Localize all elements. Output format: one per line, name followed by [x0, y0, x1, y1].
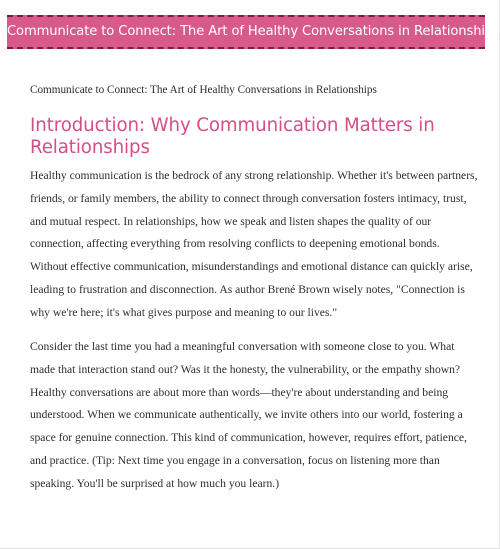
body-paragraph-1: Healthy communication is the bedrock of any strong relationship. Whether it's between partners, friends, or family members, the ability to connect through conversation fosters intimacy, trust, and mutual respect. In relationships, how we speak and listen shapes the quality of our connection, affecting everything from resolving conflicts to deepening emotional bonds. Without effective communication, misunderstandings and emotional distance can quickly arise, leading to frustration and disconnection. As author Brené Brown wisely notes, "Connection is why we're here; it's what gives purpose and meaning to our lives." [30, 169, 478, 319]
document-title: Communicate to Connect: The Art of Healthy Conversations in Relationships [30, 84, 377, 96]
body-paragraph-2: Consider the last time you had a meaningful conversation with someone close to you. What made that interaction stand out? Was it the honesty, the vulnerability, or the empathy shown? Healthy conversations are about more than words—they're about understanding and being understood. When we communicate authentically, we invite others into our world, fostering a space for genuine connection. This kind of communication, however, requires effort, patience, and practice. (Tip: Next time you engage in a conversation, focus on listening more than speaking. You'll be surprised at how much you learn.) [30, 340, 467, 490]
section-heading: Introduction: Why Communication Matters in Relationships [30, 115, 435, 158]
banner-title: Communicate to Connect: The Art of Healthy Conversations in Relationships [7, 24, 500, 39]
header-banner [7, 15, 500, 49]
